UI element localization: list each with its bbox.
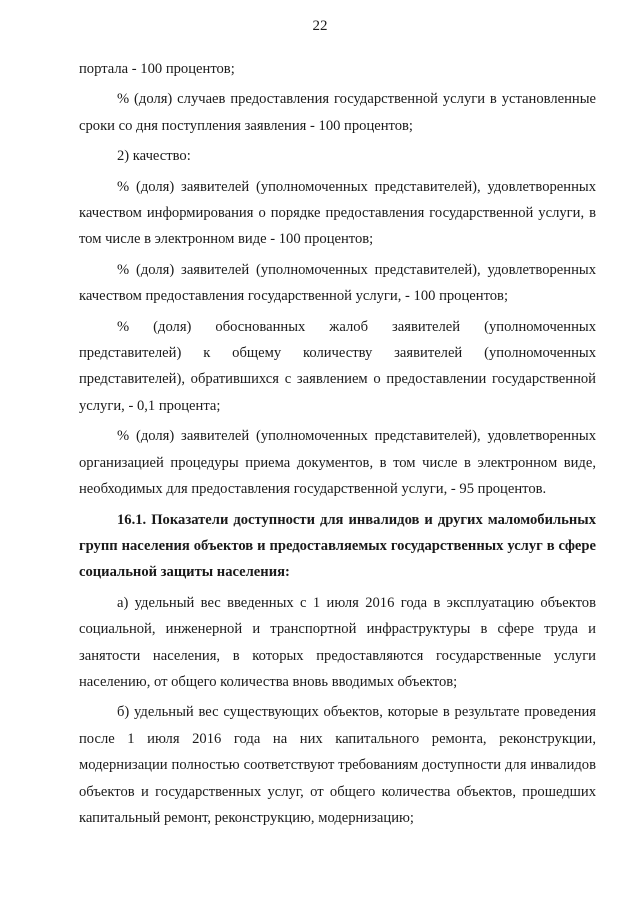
paragraph-informing-satisfaction: % (доля) заявителей (уполномоченных представителей), удовлетворенных качеством информирования о порядке предоставления государственной услуги, в том числе в электронном виде - 100 процентов; (79, 178, 596, 248)
section-heading: 16.1. Показатели доступности для инвалидов и других маломобильных групп населения объектов и предоставляемых государственных услуг в сфере социальной защиты населения: (79, 511, 596, 581)
paragraph-timely-share: % (доля) случаев предоставления государственной услуги в установленные сроки со дня поступления заявления - 100 процентов; (79, 91, 596, 134)
paragraph-quality-heading: 2) качество: (117, 148, 191, 165)
page-number: 22 (312, 18, 328, 34)
document-body (79, 56, 596, 835)
paragraph-service-satisfaction: % (доля) заявителей (уполномоченных представителей), удовлетворенных качеством предоставления государственной услуги, - 100 процентов; (79, 261, 596, 305)
list-item-b: б) удельный вес существующих объектов, которые в результате проведения после 1 июля 2016 года на них капитального ремонта, реконструкции, модернизации полностью соответствуют требованиям доступности для инвалидов объектов и государственных услуг, от общего количества объектов, прошедших капитальный ремонт, реконструкцию, модернизацию; (79, 704, 596, 826)
paragraph-complaints-share: % (доля) обоснованных жалоб заявителей (уполномоченных представителей) к общему количеству заявителей (уполномоченных представителей), обратившихся с заявлением о предоставлении государственной услуги, - 0,1 процента; (79, 318, 596, 414)
paragraph-portal: портала - 100 процентов; (79, 61, 235, 77)
paragraph-document-reception: % (доля) заявителей (уполномоченных представителей), удовлетворенных организацией процедуры приема документов, в том числе в электронном виде, необходимых для предоставления государственной услуги, - 95 процентов. (79, 428, 596, 498)
list-item-a: а) удельный вес введенных с 1 июля 2016 года в эксплуатацию объектов социальной, инженерной и транспортной инфраструктуры в сфере труда и занятости населения, в которых предоставляются государственные услуги населению, от общего количества вновь вводимых объектов; (79, 594, 596, 690)
